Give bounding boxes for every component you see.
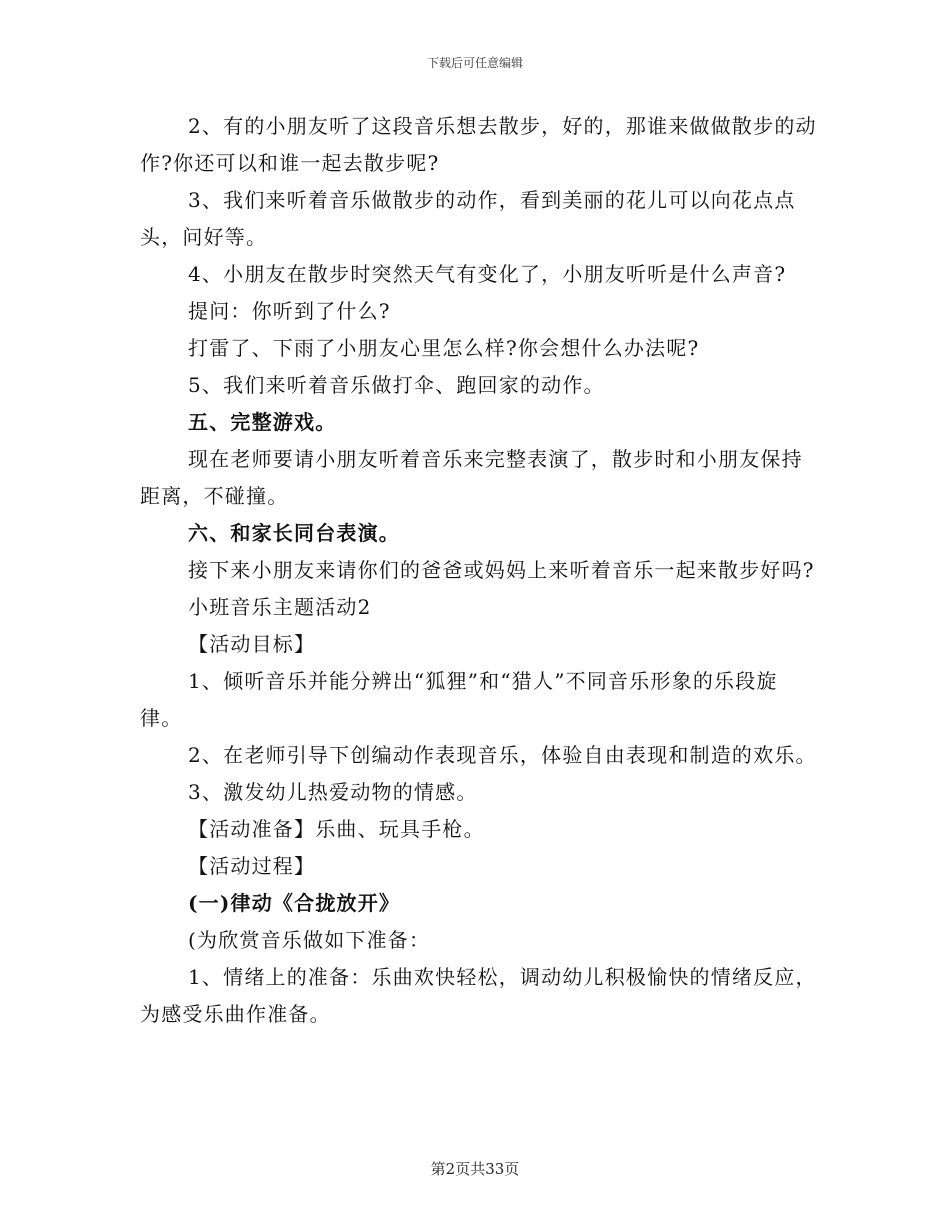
subsection-label: 【活动目标】 (188, 632, 316, 656)
paragraph: 3、我们来听着音乐做散步的动作，看到美丽的花儿可以向花点点头，问好等。 (140, 188, 796, 249)
paragraph: 4、小朋友在散步时突然天气有变化了，小朋友听听是什么声音? (188, 262, 787, 286)
paragraph: 现在老师要请小朋友听着音乐来完整表演了，散步时和小朋友保持距离，不碰撞。 (140, 447, 803, 508)
activity-title: 小班音乐主题活动2 (188, 595, 372, 619)
paragraph: 1、倾听音乐并能分辨出“狐狸”和“猎人”不同音乐形象的乐段旋律。 (140, 669, 778, 730)
section-heading: 五、完整游戏。 (188, 410, 337, 434)
section-heading: 六、和家长同台表演。 (188, 521, 400, 545)
paragraph: (为欣赏音乐做如下准备： (188, 928, 431, 952)
paragraph: 5、我们来听着音乐做打伞、跑回家的动作。 (188, 373, 605, 397)
page-header-note: 下载后可任意编辑 (426, 56, 523, 70)
subsection-label: 【活动过程】 (188, 854, 316, 878)
paragraph: 2、在老师引导下创编动作表现音乐，体验自由表现和制造的欢乐。 (188, 743, 817, 767)
document-body (140, 108, 820, 1033)
paragraph: 1、情绪上的准备：乐曲欢快轻松，调动幼儿积极愉快的情绪反应，为感受乐曲作准备。 (140, 965, 817, 1026)
page-number: 第2页共33页 (430, 1160, 520, 1178)
paragraph: 提问：你听到了什么? (188, 299, 391, 323)
paragraph: 【活动准备】乐曲、玩具手枪。 (188, 817, 485, 841)
paragraph: 2、有的小朋友听了这段音乐想去散步，好的，那谁来做做散步的动作?你还可以和谁一起去散步呢? (140, 114, 817, 175)
paragraph: 打雷了、下雨了小朋友心里怎么样?你会想什么办法呢? (188, 336, 700, 360)
paragraph: 3、激发幼儿热爱动物的情感。 (188, 780, 478, 804)
section-heading: (一)律动《合拢放开》 (188, 891, 401, 915)
paragraph: 接下来小朋友来请你们的爸爸或妈妈上来听着音乐一起来散步好吗? (188, 558, 815, 582)
